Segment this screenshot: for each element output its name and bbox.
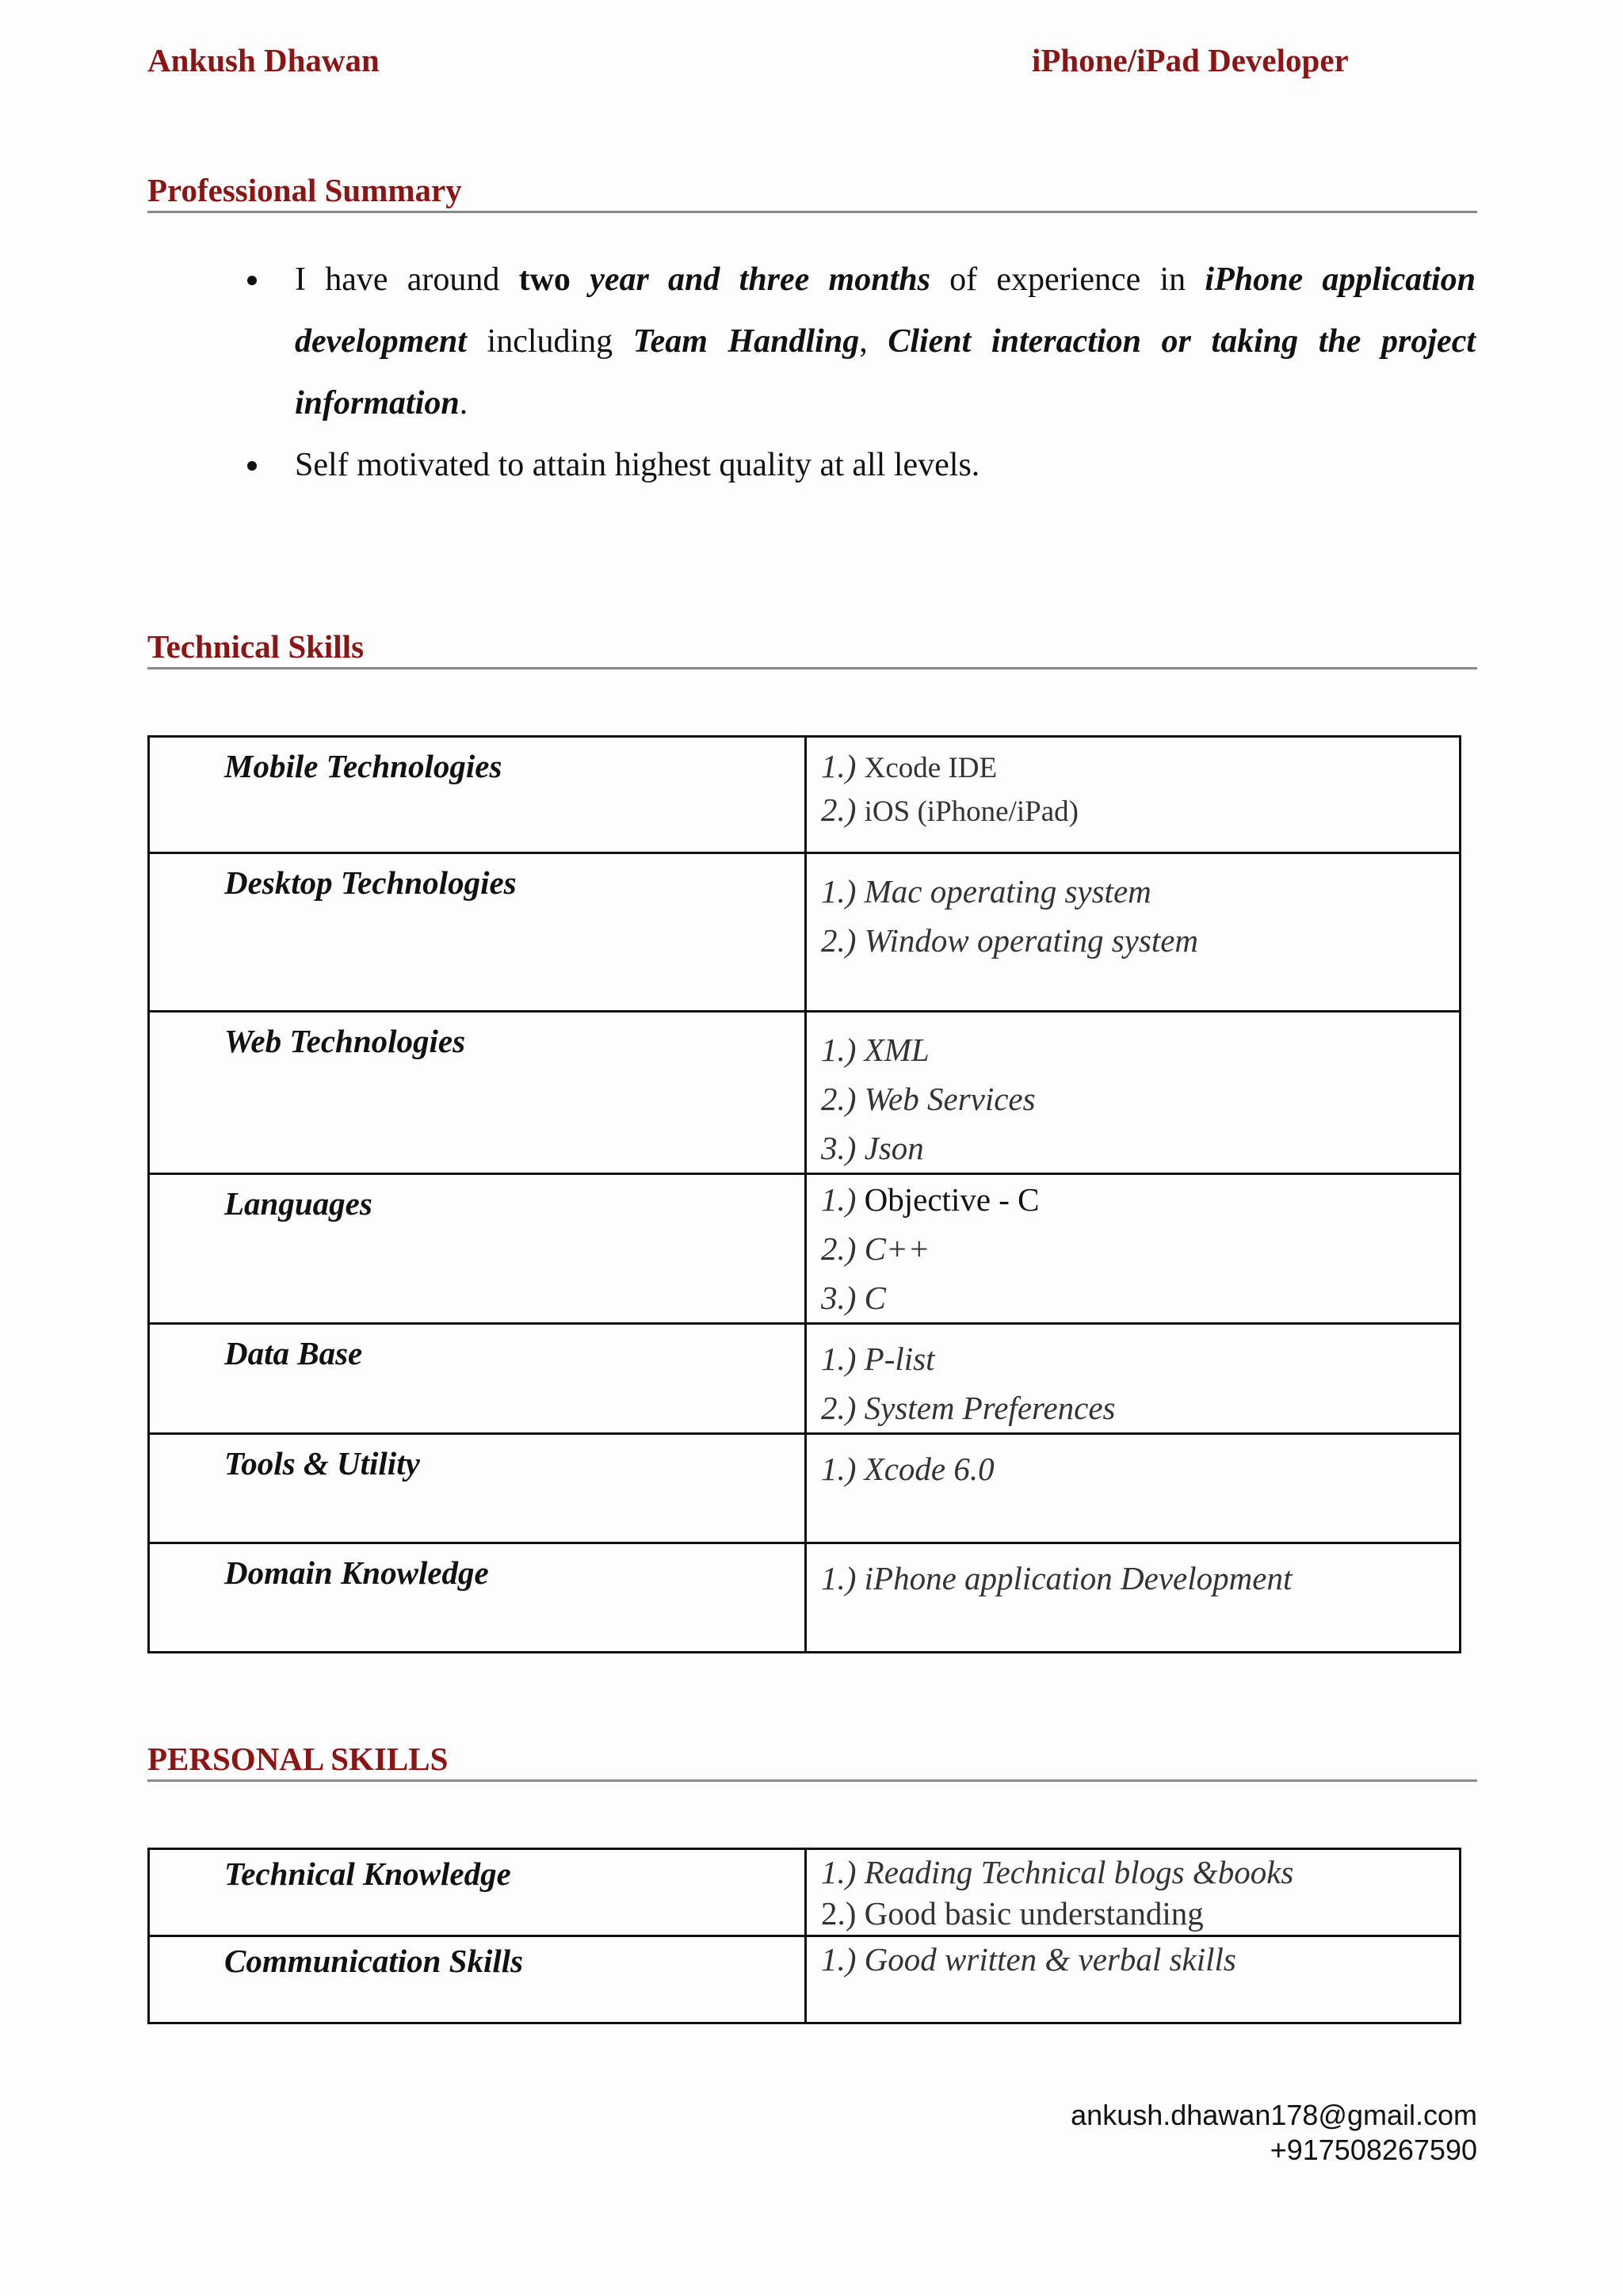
skill-item: 1.) P-list	[821, 1341, 935, 1377]
summary-text	[571, 261, 590, 298]
skill-item: 2.) Web Services	[821, 1081, 1036, 1117]
skill-category: Web Technologies	[149, 1012, 806, 1174]
item-number: 1.)	[821, 748, 857, 784]
summary-bullet	[238, 434, 1476, 496]
summary-text: including	[466, 323, 633, 360]
skill-values	[806, 1849, 1461, 1936]
technical-skills-table	[147, 735, 1461, 1653]
skill-item	[821, 746, 1459, 789]
skill-category: Domain Knowledge	[149, 1543, 806, 1653]
bullet-icon	[247, 276, 257, 285]
bullet-icon	[247, 461, 257, 471]
skill-category: Desktop Technologies	[149, 853, 806, 1012]
candidate-name: Ankush Dhawan	[147, 42, 380, 78]
skill-item: 1.) iPhone application Development	[821, 1560, 1293, 1596]
summary-text: ,	[859, 323, 888, 360]
skill-values	[806, 1434, 1461, 1543]
skill-category: Languages	[149, 1174, 806, 1324]
skill-values	[806, 1012, 1461, 1174]
skill-item: 1.) XML	[821, 1032, 930, 1068]
skill-values	[806, 1543, 1461, 1653]
table-row	[149, 737, 1461, 853]
summary-text: Team Handling	[632, 323, 860, 360]
skill-category: Technical Knowledge	[149, 1849, 806, 1936]
summary-text: Self motivated to attain highest quality at all levels.	[295, 447, 980, 483]
skill-values	[806, 737, 1461, 853]
summary-bullet	[238, 249, 1476, 434]
job-title: iPhone/iPad Developer	[1032, 42, 1349, 78]
skill-item: 2.) Good basic understanding	[821, 1895, 1204, 1932]
skill-category: Data Base	[149, 1324, 806, 1434]
item-number: 1.)	[821, 1181, 857, 1218]
personal-skills-heading: PERSONAL SKILLS	[147, 1740, 1477, 1782]
personal-skills-table	[147, 1848, 1461, 2024]
skill-category: Tools & Utility	[149, 1434, 806, 1543]
summary-text: Client interaction or taking the project information	[295, 323, 1476, 421]
summary-text: of experience in	[930, 261, 1205, 298]
skill-item: 3.) C	[821, 1280, 886, 1316]
skill-item: 1.) Good written & verbal skills	[821, 1941, 1236, 1978]
skill-item: 3.) Json	[821, 1130, 924, 1166]
table-row	[149, 1174, 1461, 1324]
skill-item: 2.) System Preferences	[821, 1390, 1116, 1426]
item-text: iOS (iPhone/iPad)	[864, 795, 1079, 828]
email-address[interactable]: ankush.dhawan178@gmail.com	[1071, 2099, 1477, 2131]
item-number: 2.)	[821, 791, 857, 828]
table-row	[149, 1324, 1461, 1434]
summary-text: .	[459, 385, 468, 421]
skill-item: 1.) Xcode 6.0	[821, 1451, 995, 1487]
table-row	[149, 1936, 1461, 2023]
skill-category: Mobile Technologies	[149, 737, 806, 853]
phone-number: +917508267590	[1270, 2134, 1477, 2166]
summary-text: year and three months	[590, 261, 930, 298]
skill-category: Communication Skills	[149, 1936, 806, 2023]
item-text: Objective - C	[864, 1181, 1040, 1218]
skill-item: 2.) C++	[821, 1230, 930, 1267]
contact-info	[1071, 2098, 1477, 2168]
skill-values	[806, 1174, 1461, 1324]
skill-item	[821, 1175, 1459, 1224]
table-row	[149, 1434, 1461, 1543]
skill-item: 1.) Mac operating system	[821, 873, 1151, 910]
skill-values	[806, 853, 1461, 1012]
skill-item: 2.) Window operating system	[821, 922, 1199, 959]
table-row	[149, 853, 1461, 1012]
technical-skills-heading: Technical Skills	[147, 627, 1477, 669]
skill-item: 1.) Reading Technical blogs &books	[821, 1854, 1294, 1890]
item-text: Xcode IDE	[864, 752, 998, 784]
summary-text: I have around	[295, 261, 519, 298]
table-row	[149, 1543, 1461, 1653]
summary-text: iPhone application development	[295, 261, 1476, 360]
professional-summary-heading: Professional Summary	[147, 171, 1477, 213]
table-row	[149, 1849, 1461, 1936]
table-row	[149, 1012, 1461, 1174]
summary-text: two	[518, 261, 571, 298]
skill-values	[806, 1324, 1461, 1434]
skill-values	[806, 1936, 1461, 2023]
summary-list	[238, 249, 1476, 496]
skill-item	[821, 789, 1459, 833]
